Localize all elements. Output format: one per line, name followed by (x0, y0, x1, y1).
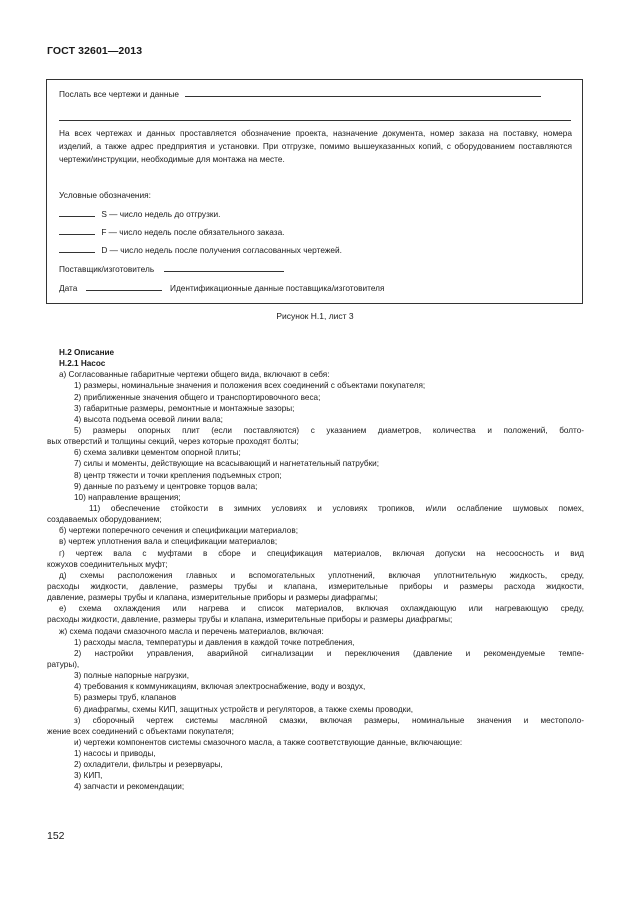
blank-line (59, 120, 571, 121)
legend-d-line (59, 244, 95, 253)
list-item: 11) обеспечение стойкости в зимних условиях и условиях тропиков, и/или ослабление шумовых помех, (89, 503, 584, 513)
list-item: 2) приближенные значения общего и транспортировочного веса; (74, 392, 321, 402)
legend-f-line (59, 226, 95, 235)
send-drawings-label: Послать все чертежи и данные (59, 89, 180, 99)
list-item: 5) размеры труб, клапанов (74, 693, 177, 703)
list-item: 5) размеры опорных плит (если поставляются) с указанием диаметров, количества и положений, болто- (74, 425, 584, 435)
legend-s-line (59, 208, 95, 217)
list-item: расходы жидкости, давление, размеры трубы и клапана, измерительные приборы и размеры расхода жидкости, (47, 581, 584, 591)
legend-title: Условные обозначения: (59, 190, 151, 200)
list-item: 4) запчасти и рекомендации; (74, 782, 185, 792)
list-item: жение всех соединений с объектами покупателя; (47, 726, 234, 736)
list-item: а) Согласованные габаритные чертежи общего вида, включают в себя: (59, 370, 330, 380)
list-item: 3) полные напорные нагрузки, (74, 671, 190, 681)
list-item: 3) КИП, (74, 771, 103, 781)
list-item: 6) схема заливки цементом опорной плиты; (74, 448, 241, 458)
list-item: г) чертеж вала с муфтами в сборе и спецификация материалов, включая допуски на несоосность и вид (59, 548, 584, 558)
list-item: создаваемых оборудованием; (47, 515, 162, 525)
legend-s-text: S — число недель до отгрузки. (101, 209, 221, 219)
figure-caption: Рисунок Н.1, лист 3 (276, 311, 354, 321)
list-item: 4) высота подъема осевой линии вала; (74, 414, 223, 424)
section-title: Н.2 Описание (59, 348, 115, 357)
send-drawings-row (59, 88, 574, 101)
list-item: ратуры), (47, 659, 80, 669)
list-item: вых отверстий и толщины секций, через которые проходят болты; (47, 437, 299, 447)
section-subtitle: Н.2.1 Насос (59, 359, 106, 369)
list-item: 10) направление вращения; (74, 492, 181, 502)
date-line (86, 282, 162, 291)
legend-s-row (59, 208, 220, 221)
form-paragraph: На всех чертежах и данных проставляется обозначение проекта, назначение документа, номер заказа на поставку, номера изделий, а также адрес предприятия и установки. При отгрузке, помимо вышеуказанных копий, с оборудованием поставляются чертежи/инструкции, необходимые для монтажа на месте. (59, 128, 572, 164)
legend-f-text: F — число недель после обязательного заказа. (101, 227, 285, 237)
list-item: 2) настройки управления, аварийной сигнализации и переключения (давление и рекомендуемые темпе- (74, 648, 584, 658)
list-item: и) чертежи компонентов системы смазочного масла, а также соответствующие данные, включающие: (74, 737, 463, 747)
list-item: давление, размеры трубы и клапана, измерительные приборы и размеры диафрагмы; (47, 593, 378, 603)
list-item: расходы жидкости, давление, размеры трубы и клапана, измерительные приборы и размеры диафрагмы; (47, 615, 453, 625)
legend-d-text: D — число недель после получения согласованных чертежей. (101, 245, 342, 255)
list-item: кожухов соединительных муфт; (47, 559, 168, 569)
date-row (59, 282, 385, 295)
list-item: в) чертеж уплотнения вала и спецификации материалов; (59, 537, 278, 547)
list-item: 4) требования к коммуникациям, включая электроснабжение, воду и воздух, (74, 682, 366, 692)
list-item: б) чертежи поперечного сечения и спецификации материалов; (59, 526, 298, 536)
list-item: 9) данные по разъему и центровке торцов вала; (74, 481, 258, 491)
list-item: 1) размеры, номинальные значения и положения всех соединений с объектами покупателя; (74, 381, 426, 391)
supplier-row (59, 263, 284, 276)
list-item: 2) охладители, фильтры и резервуары, (74, 760, 223, 770)
list-item: ж) схема подачи смазочного масла и перечень материалов, включая: (59, 626, 324, 636)
list-item: з) сборочный чертеж системы масляной смазки, включая размеры, номинальные значения и местополо- (74, 715, 584, 725)
list-item: 6) диафрагмы, схемы КИП, защитных устройств и регуляторов, а также схемы проводки, (74, 704, 414, 714)
list-item: 7) силы и моменты, действующие на всасывающий и нагнетательный патрубки; (74, 459, 380, 469)
legend-d-row (59, 244, 342, 257)
supplier-label: Поставщик/изготовитель (59, 264, 155, 274)
list-item: 1) насосы и приводы, (74, 749, 156, 759)
page-number: 152 (47, 830, 65, 842)
legend-f-row (59, 226, 284, 239)
supplier-line (164, 263, 284, 272)
document-header: ГОСТ 32601—2013 (47, 45, 143, 57)
section-body (47, 347, 584, 793)
list-item: 3) габаритные размеры, ремонтные и монтажные зазоры; (74, 403, 295, 413)
list-item: 8) центр тяжести и точки крепления подъемных строп; (74, 470, 282, 480)
list-item: е) схема охлаждения или нагрева и список материалов, включая охлаждающую или нагревающую среду, (59, 604, 584, 614)
list-item: 1) расходы масла, температуры и давления в каждой точке потребления, (74, 637, 355, 647)
form-frame (46, 79, 583, 304)
supplier-id-label: Идентификационные данные поставщика/изготовителя (170, 283, 385, 293)
send-drawings-line (185, 88, 541, 97)
list-item: д) схемы расположения главных и вспомогательных уплотнений, включая уплотнительную жидкость, среду, (59, 570, 584, 580)
date-label: Дата (59, 283, 78, 293)
